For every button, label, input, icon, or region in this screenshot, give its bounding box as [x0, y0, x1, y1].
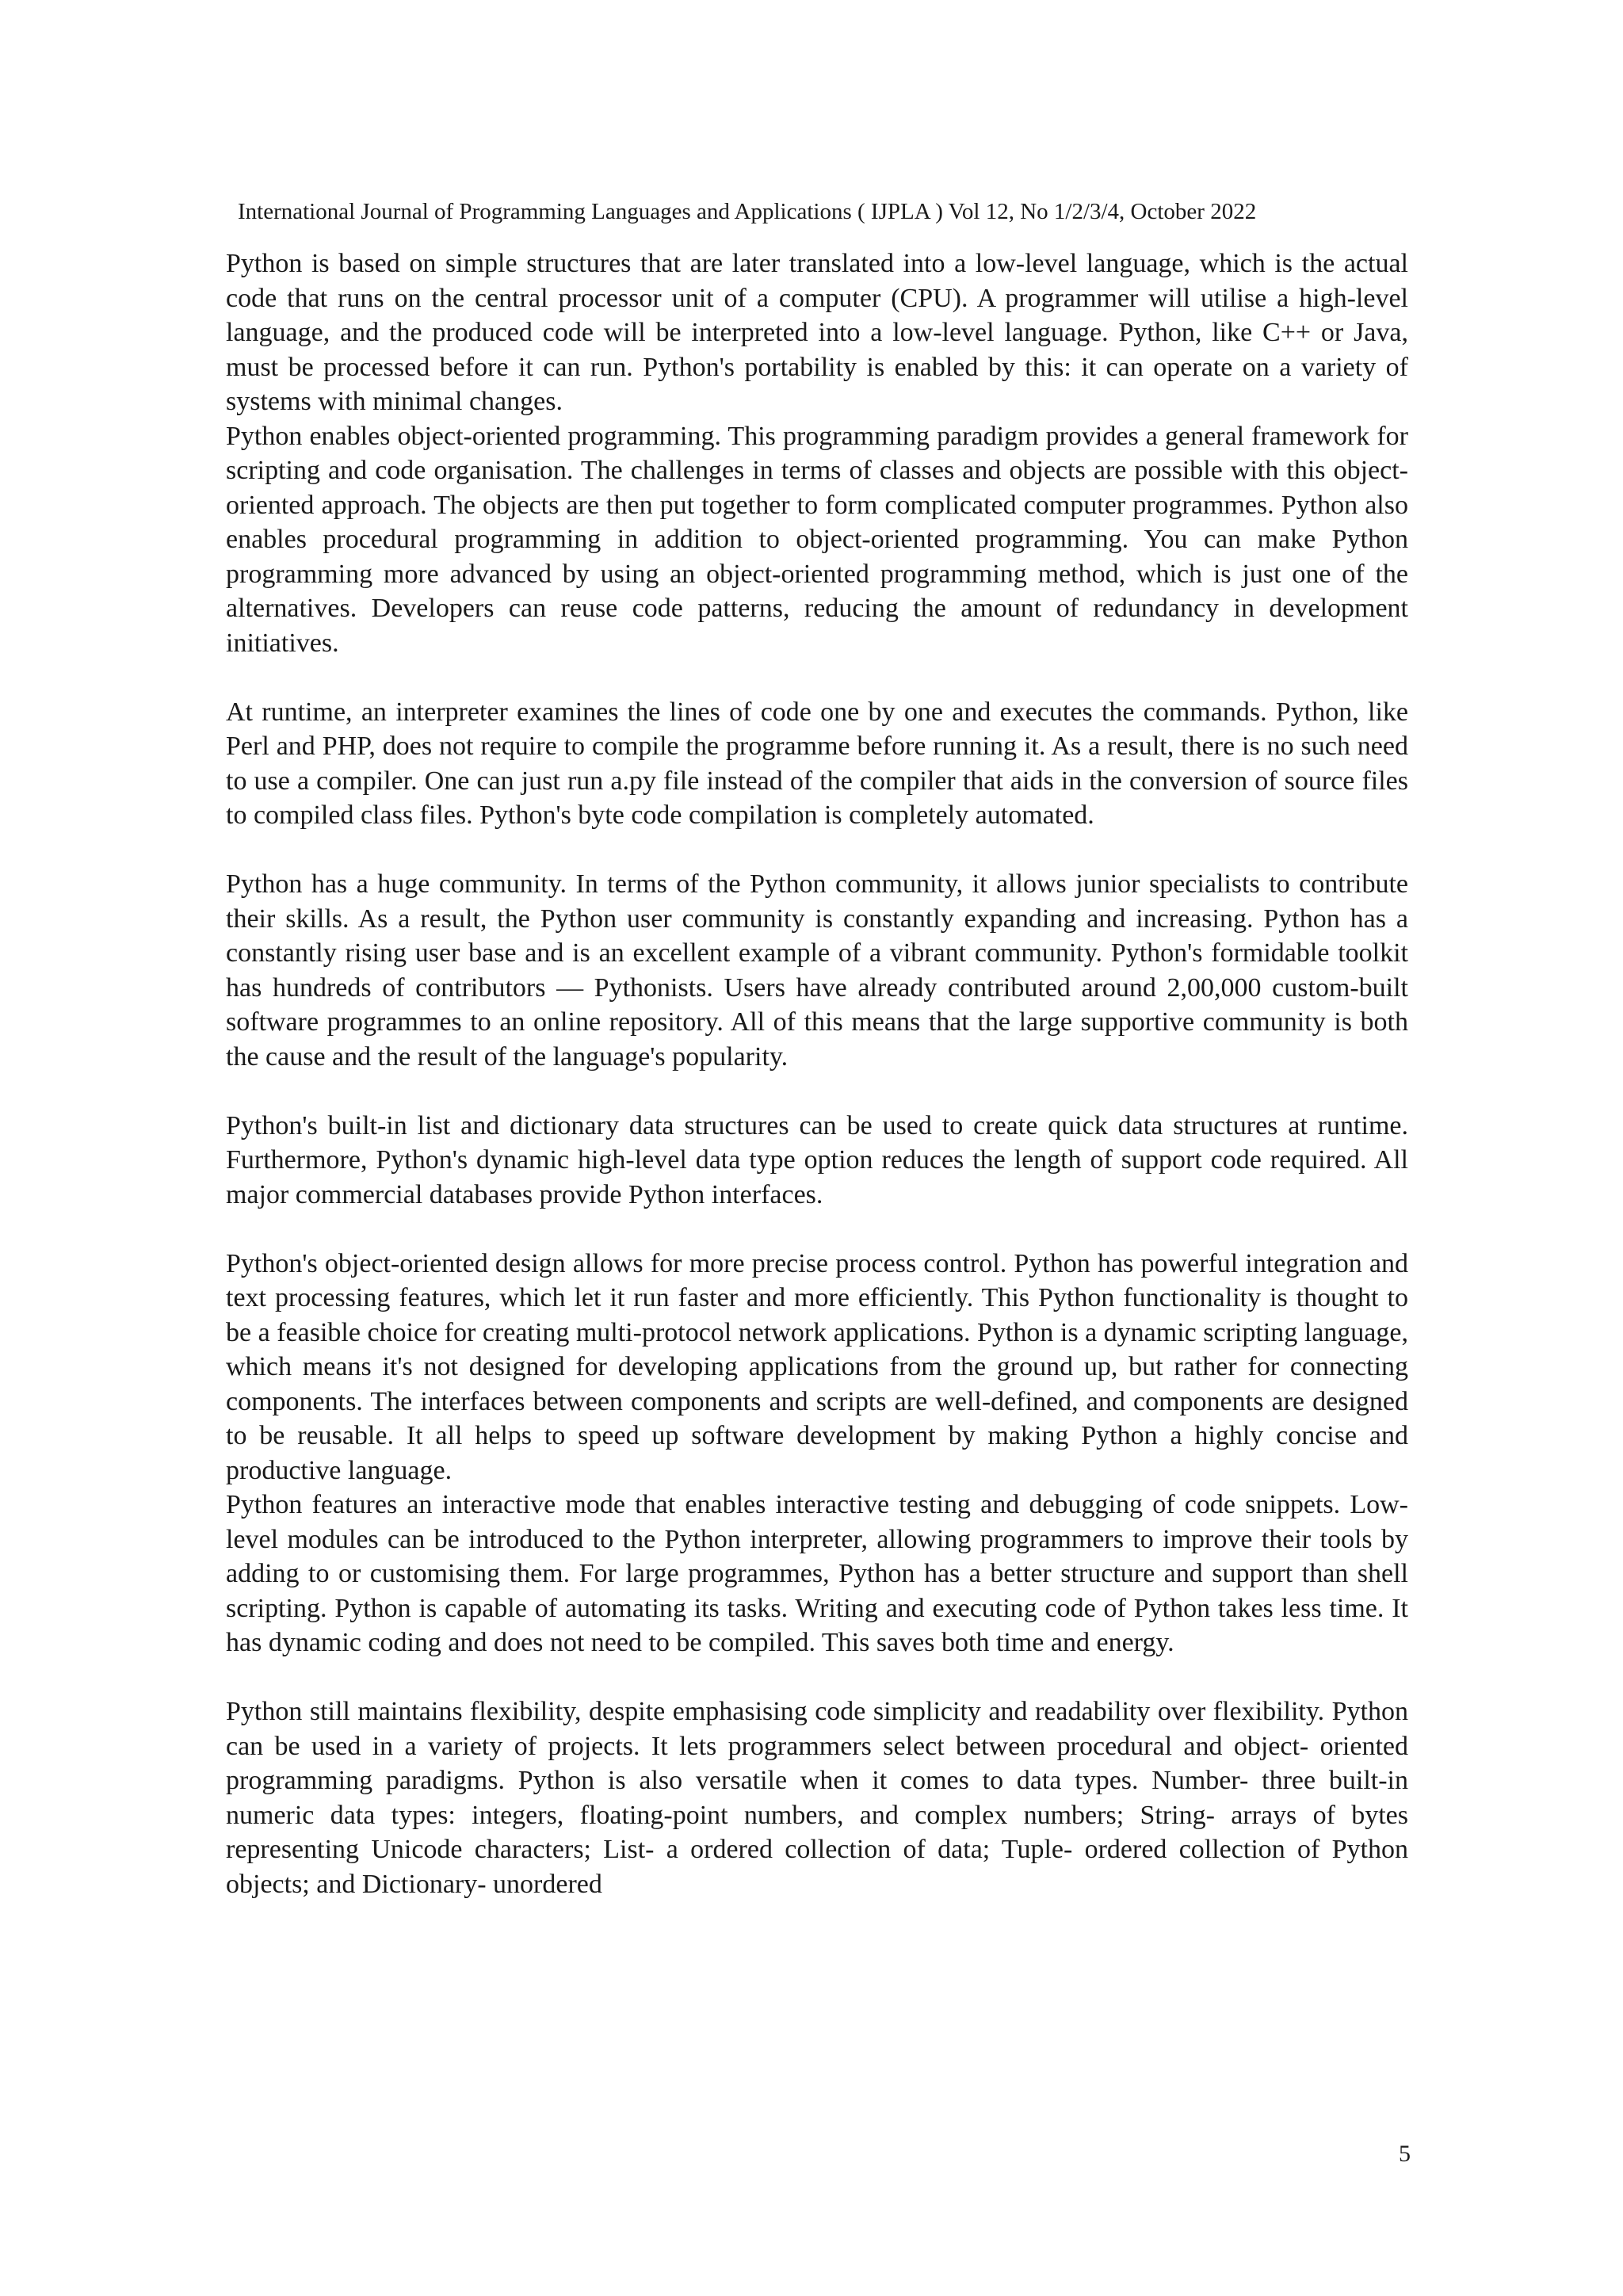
running-header: International Journal of Programming Languages and Applications ( IJPLA ) Vol 12, No 1/2/3/4, October 2022	[238, 199, 1257, 224]
paragraph-interpreter: At runtime, an interpreter examines the lines of code one by one and executes the commands. Python, like Perl and PHP, does not require to compile the programme before running it. As a result, there is no such need to use a compiler. One can just run a.py file instead of the compiler that aids in the conversion of source files to compiled class files. Python's byte code compilation is completely automated.	[226, 697, 1408, 830]
paragraph-object-oriented: Python enables object-oriented programming. This programming paradigm provides a general framework for scripting and code organisation. The challenges in terms of classes and objects are possible with this object-oriented approach. The objects are then put together to form complicated computer programmes. Python also enables procedural programming in addition to object-oriented programming. You can make Python programming more advanced by using an object-oriented programming method, which is just one of the alternatives. Developers can reuse code patterns, reducing the amount of redundancy in development initiatives.	[226, 421, 1408, 658]
paragraph-process-control: Python's object-oriented design allows for more precise process control. Python has powerful integration and text processing features, which let it run faster and more efficiently. This Python functionality is thought to be a feasible choice for creating multi-protocol network applications. Python is a dynamic scripting language, which means it's not designed for developing applications from the ground up, but rather for connecting components. The interfaces between components and scripts are well-defined, and components are designed to be reusable. It all helps to speed up software development by making Python a highly concise and productive language.	[226, 1248, 1408, 1485]
paragraph-flexibility: Python still maintains flexibility, despite emphasising code simplicity and readability over flexibility. Python can be used in a variety of projects. It lets programmers select between procedural and object- oriented programming paradigms. Python is also versatile when it comes to data types. Number- three built-in numeric data types: integers, floating-point numbers, and complex numbers; String- arrays of bytes representing Unicode characters; List- a ordered collection of data; Tuple- ordered collection of Python objects; and Dictionary- unordered	[226, 1697, 1408, 1899]
page-number: 5	[1399, 2141, 1411, 2167]
paragraph-community: Python has a huge community. In terms of the Python community, it allows junior specialists to contribute their skills. As a result, the Python user community is constantly expanding and increasing. Python has a constantly rising user base and is an excellent example of a vibrant community. Python's formidable toolkit has hundreds of contributors — Pythonists. Users have already contributed around 2,00,000 custom-built software programmes to an online repository. All of this means that the large supportive community is both the cause and the result of the language's popularity.	[226, 869, 1408, 1072]
paragraph-data-structures: Python's built-in list and dictionary data structures can be used to create quick data structures at runtime. Furthermore, Python's dynamic high-level data type option reduces the length of support code required. All major commercial databases provide Python interfaces.	[226, 1110, 1408, 1209]
paragraph-compilation: Python is based on simple structures that are later translated into a low-level language, which is the actual code that runs on the central processor unit of a computer (CPU). A programmer will utilise a high-level language, and the produced code will be interpreted into a low-level language. Python, like C++ or Java, must be processed before it can run. Python's portability is enabled by this: it can operate on a variety of systems with minimal changes.	[226, 249, 1408, 416]
article-body	[226, 246, 1408, 1901]
paragraph-interactive-mode: Python features an interactive mode that enables interactive testing and debugging of code snippets. Low-level modules can be introduced to the Python interpreter, allowing programmers to improve their tools by adding to or customising them. For large programmes, Python has a better structure and support than shell scripting. Python is capable of automating its tasks. Writing and executing code of Python takes less time. It has dynamic coding and does not need to be compiled. This saves both time and energy.	[226, 1490, 1408, 1657]
